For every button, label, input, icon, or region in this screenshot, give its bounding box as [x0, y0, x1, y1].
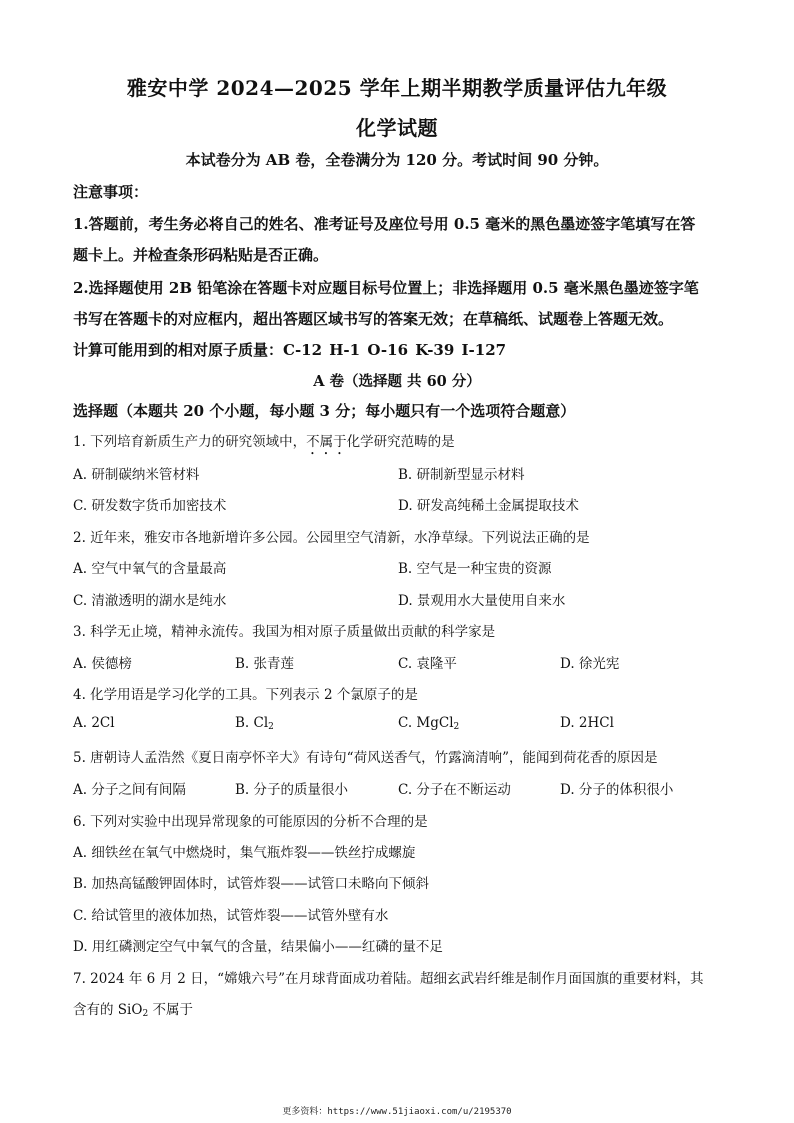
question-4-option-b — [235, 715, 274, 732]
question-4-option-d: D. 2HCl — [560, 715, 614, 731]
question-1-option-b: B. 研制新型显示材料 — [398, 467, 525, 483]
question-3-option-a: A. 侯德榜 — [73, 656, 132, 672]
notice-line-2b: 书写在答题卡的对应框内，超出答题区域书写的答案无效；在草稿纸、试题卷上答题无效。 — [73, 310, 674, 328]
question-1-option-c: C. 研发数字货币加密技术 — [73, 498, 227, 514]
question-7-line-2-pre: 含有的 SiO — [73, 1002, 143, 1018]
question-7-line-2 — [73, 998, 193, 1019]
notice-line-2a: 2.选择题使用 2B 铅笔涂在答题卡对应题目标号位置上；非选择题用 0.5 毫米黑色墨迹签字笔 — [73, 279, 699, 297]
question-7-subscript: 2 — [142, 1009, 149, 1019]
question-1-stem-emph: 不属于 — [306, 434, 347, 450]
question-2-option-d: D. 景观用水大量使用自来水 — [398, 593, 566, 609]
exam-subject: 化学试题 — [356, 116, 438, 140]
question-2-option-b: B. 空气是一种宝贵的资源 — [398, 561, 552, 577]
section-a-title: A 卷（选择题 共 60 分） — [313, 373, 481, 390]
question-3-option-b: B. 张青莲 — [235, 656, 295, 672]
notice-line-1a: 1.答题前，考生务必将自己的姓名、准考证号及座位号用 0.5 毫米的黑色墨迹签字笔填写在答 — [73, 215, 696, 233]
question-3: 3. 科学无止境，精神永流传。我国为相对原子质量做出贡献的科学家是 — [73, 624, 496, 640]
question-4-option-b-subscript: 2 — [268, 722, 274, 732]
question-4: 4. 化学用语是学习化学的工具。下列表示 2 个氯原子的是 — [73, 687, 418, 703]
question-1-stem-pre: 1. 下列培育新质生产力的研究领域中， — [73, 434, 307, 450]
question-3-option-d: D. 徐光宪 — [560, 656, 620, 672]
question-2-option-a: A. 空气中氧气的含量最高 — [73, 561, 227, 577]
question-6: 6. 下列对实验中出现异常现象的可能原因的分析不合理的是 — [73, 814, 428, 830]
question-6-option-d: D. 用红磷测定空气中氧气的含量，结果偏小——红磷的量不足 — [73, 939, 443, 955]
question-2-option-c: C. 清澈透明的湖水是纯水 — [73, 593, 227, 609]
question-1-stem-post: 化学研究范畴的是 — [346, 434, 455, 450]
question-4-option-a: A. 2Cl — [73, 715, 115, 731]
question-1-option-d: D. 研发高纯稀土金属提取技术 — [398, 498, 579, 514]
question-5: 5. 唐朝诗人孟浩然《夏日南亭怀辛大》有诗句“荷风送香气，竹露滴清响”，能闻到荷花香的原因是 — [73, 750, 658, 766]
question-6-option-b: B. 加热高锰酸钾固体时，试管炸裂——试管口未略向下倾斜 — [73, 876, 430, 892]
question-5-option-c: C. 分子在不断运动 — [398, 782, 511, 798]
question-3-option-c: C. 袁隆平 — [398, 656, 457, 672]
question-7-line-2-post: 不属于 — [148, 1002, 193, 1018]
question-7-line-1: 7. 2024 年 6 月 2 日，“嫦娥六号”在月球背面成功着陆。超细玄武岩纤维是制作月面国旗的重要材料，其 — [73, 971, 704, 987]
question-5-option-d: D. 分子的体积很小 — [560, 782, 674, 798]
notice-heading: 注意事项： — [73, 183, 149, 201]
question-4-option-b-text: B. Cl — [235, 715, 269, 731]
atomic-masses: 计算可能用到的相对原子质量：C-12 H-1 O-16 K-39 I-127 — [73, 341, 507, 359]
question-4-option-c-text: C. MgCl — [398, 715, 454, 731]
question-6-option-a: A. 细铁丝在氧气中燃烧时，集气瓶炸裂——铁丝拧成螺旋 — [73, 845, 416, 861]
notice-line-1b: 题卡上。并检查条形码粘贴是否正确。 — [73, 246, 329, 264]
question-5-option-b: B. 分子的质量很小 — [235, 782, 349, 798]
question-2: 2. 近年来，雅安市各地新增许多公园。公园里空气清新，水净草绿。下列说法正确的是 — [73, 530, 590, 546]
question-4-option-c — [398, 715, 459, 732]
question-6-option-c: C. 给试管里的液体加热，试管炸裂——试管外壁有水 — [73, 908, 389, 924]
question-1 — [73, 430, 455, 458]
exam-title: 雅安中学 2024—2025 学年上期半期教学质量评估九年级 — [126, 76, 668, 100]
section-a-instruction: 选择题（本题共 20 个小题，每小题 3 分；每小题只有一个选项符合题意） — [73, 402, 576, 420]
exam-subtitle: 本试卷分为 AB 卷，全卷满分为 120 分。考试时间 90 分钟。 — [185, 151, 609, 169]
question-5-option-a: A. 分子之间有间隔 — [73, 782, 186, 798]
question-4-option-c-subscript: 2 — [453, 722, 460, 732]
footer-resource-link: 更多资料：https://www.51jiaoxi.com/u/2195370 — [282, 1107, 512, 1117]
question-1-option-a: A. 研制碳纳米管材料 — [73, 467, 200, 483]
